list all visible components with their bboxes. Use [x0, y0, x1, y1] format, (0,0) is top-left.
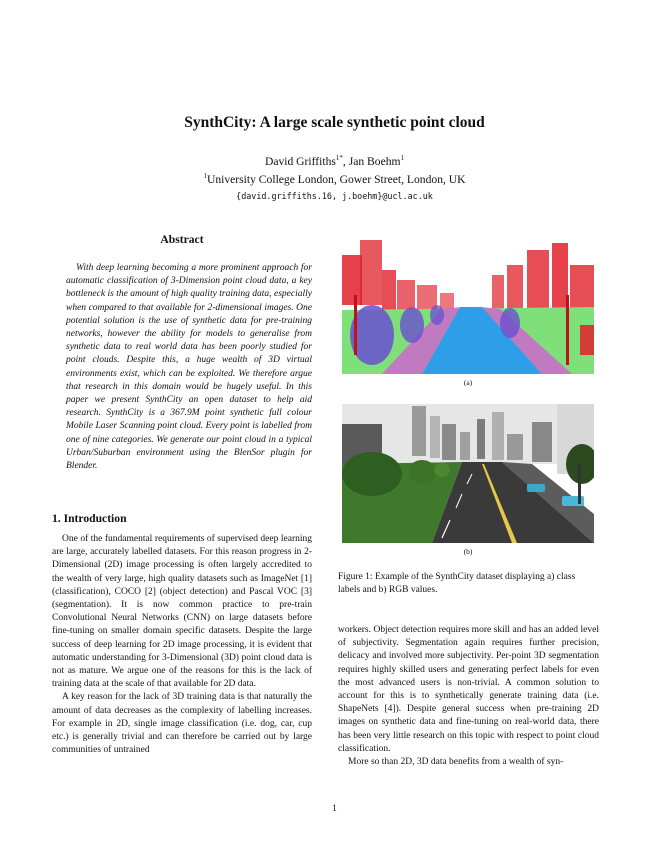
subfigure-label-b: (b)	[463, 547, 473, 556]
body-paragraph: More so than 2D, 3D data benefits from a wealth of syn-	[348, 757, 564, 768]
author-superscript: 1	[400, 154, 405, 163]
paper-title: SynthCity: A large scale synthetic point cloud	[184, 114, 485, 131]
affiliation-line	[0, 173, 669, 186]
author-name: David Griffiths	[264, 155, 336, 168]
page-number: 1	[332, 804, 337, 814]
affiliation: University College London, Gower Street, London, UK	[206, 173, 466, 186]
author-superscript: 1*	[335, 154, 343, 163]
body-paragraph: A key reason for the lack of 3D training data is that naturally the amount of data decreases as the complexity of labelling increases. For example in 2D, single image classification (i.e. dog, car, cup etc.) is generally trivial and can therefore be carried out by large communities of untrained	[52, 692, 312, 756]
abstract-body	[66, 262, 312, 473]
body-paragraph: workers. Object detection requires more skill and has an added level of subjectivity. Segmentation again requires further precision, delicacy and involved more subjectivity. Per-point 3D segmentation requires highly skilled users and generating perfect labels for even the most advanced users is non-trivial. A common solution to account for this is to synthetically generate training data (i.e. ShapeNets [4]). Despite general success when pre-training 2D images on synthetic data and fine-tuning on real-world data, there has been very little research on this topic with respect to point cloud classification.	[338, 625, 599, 754]
rgb-render	[342, 404, 594, 543]
introduction-right-column	[338, 624, 599, 769]
subfigure-label-a: (a)	[463, 378, 473, 387]
author-separator: ,	[342, 155, 349, 168]
figure-image-class-labels	[342, 235, 594, 374]
author-name: Jan Boehm	[348, 155, 401, 168]
author-line	[0, 155, 669, 168]
introduction-left-column	[52, 533, 312, 757]
abstract-heading: Abstract	[160, 233, 204, 246]
class-label-render	[342, 235, 594, 374]
section-heading-introduction: 1. Introduction	[52, 512, 127, 525]
affiliation-superscript: 1	[203, 172, 207, 181]
figure-caption: Figure 1: Example of the SynthCity dataset displaying a) class labels and b) RGB values.	[338, 572, 576, 596]
figure-image-rgb	[342, 404, 594, 543]
body-paragraph: One of the fundamental requirements of supervised deep learning are large, accurately labelled datasets. For this reason progress in 2-Dimensional (2D) image processing is often largely accredited to the wealth of very large, high quality datasets such as ImageNet [1] (classification), COCO [2] (object detection) and Pascal VOC [3] (segmentation). It is now common practice to pre-train Convolutional Neural Networks (CNN) on large datasets before fine-tuning on smaller domain specific datasets. Despite the large success of deep learning for 2D image processing, it is evident that automatic understanding for 3-Dimensional (3D) point cloud data is not as mature. We argue one of the reasons for this is the lack of training data at the scale of that available for 2D data.	[52, 534, 312, 690]
abstract-paragraph: With deep learning becoming a more prominent approach for automatic classification of 3-Dimension point cloud data, a key bottleneck is the amount of high quality training data, especially when compared to that available for 2-dimensional images. One potential solution is the use of synthetic data for pre-training networks, however the ability for models to generalise from synthetic data to real world data has been poorly studied for point clouds. Despite this, a huge wealth of 3D virtual environments exist, which can be exploited. We therefore argue that research in this domain would be hugely useful. In this paper we present SynthCity an open dataset to help aid research. SynthCity is a 367.9M point synthetic full colour Mobile Laser Scanning point cloud. Every point is labelled from one of nine categories. We generate our point cloud in a typical Urban/Suburban environment using the BlenSor plugin for Blender.	[66, 263, 312, 472]
author-emails: {david.griffiths.16, j.boehm}@ucl.ac.uk	[236, 191, 433, 201]
